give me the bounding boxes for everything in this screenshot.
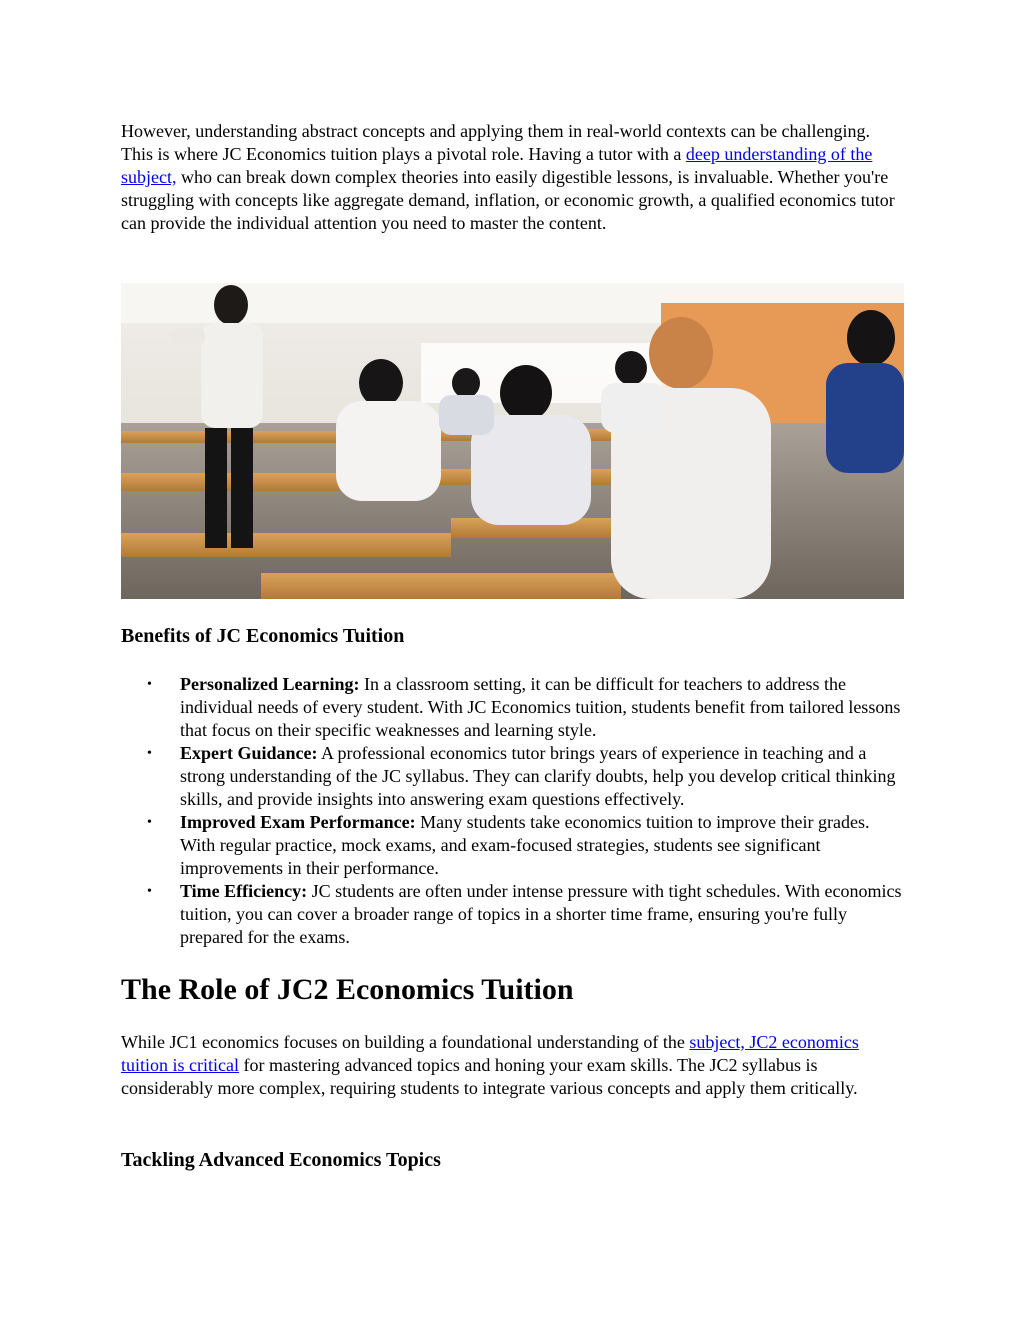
- benefit-text: Many students take economics tuition to improve their grades. With regular practice, mock exams, and exam-focused strategies, students see significant improvements in their performance.: [180, 812, 870, 878]
- list-item: [147, 811, 906, 880]
- benefits-list: [121, 673, 906, 949]
- list-item: [147, 673, 906, 742]
- benefit-text: JC students are often under intense pressure with tight schedules. With economics tuition, you can cover a broader range of topics in a shorter time frame, ensuring you're fully prepared for the exams.: [180, 881, 902, 947]
- benefit-text: In a classroom setting, it can be difficult for teachers to address the individual needs of every student. With JC Economics tuition, students benefit from tailored lessons that focus on their specific weaknesses and learning style.: [180, 674, 901, 740]
- role-heading: The Role of JC2 Economics Tuition: [121, 973, 574, 1006]
- benefit-title: Personalized Learning:: [180, 674, 360, 694]
- benefit-text: A professional economics tutor brings years of experience in teaching and a strong understanding of the JC syllabus. They can clarify doubts, help you develop critical thinking skills, and provide insights into answering exam questions effectively.: [180, 743, 896, 809]
- bullet-icon: •: [147, 677, 152, 692]
- list-item: [147, 742, 906, 811]
- bullet-icon: •: [147, 815, 152, 830]
- tackling-heading: Tackling Advanced Economics Topics: [121, 1149, 441, 1171]
- intro-paragraph: [121, 120, 906, 235]
- benefit-title: Improved Exam Performance:: [180, 812, 416, 832]
- role-text-start: While JC1 economics focuses on building a foundational understanding of the: [121, 1032, 690, 1052]
- list-item: [147, 880, 906, 949]
- benefit-title: Time Efficiency:: [180, 881, 308, 901]
- deep-understanding-link[interactable]: deep understanding of the subject,: [121, 144, 873, 187]
- bullet-icon: •: [147, 884, 152, 899]
- benefits-heading: Benefits of JC Economics Tuition: [121, 625, 405, 647]
- benefit-title: Expert Guidance:: [180, 743, 318, 763]
- intro-text-end: who can break down complex theories into easily digestible lessons, is invaluable. Whether you're struggling with concepts like aggregate demand, inflation, or economic growth, a qualified economics tutor can provide the individual attention you need to master the content.: [121, 167, 895, 233]
- intro-text-start: However, understanding abstract concepts and applying them in real-world contexts can be challenging. This is where JC Economics tuition plays a pivotal role. Having a tutor with a: [121, 121, 871, 164]
- jc2-tuition-link[interactable]: subject, JC2 economics tuition is critical: [121, 1032, 859, 1075]
- role-paragraph: [121, 1031, 906, 1100]
- exam-hall-photo: [121, 283, 904, 599]
- bullet-icon: •: [147, 746, 152, 761]
- role-text-end: for mastering advanced topics and honing your exam skills. The JC2 syllabus is considerably more complex, requiring students to integrate various concepts and apply them critically.: [121, 1055, 858, 1098]
